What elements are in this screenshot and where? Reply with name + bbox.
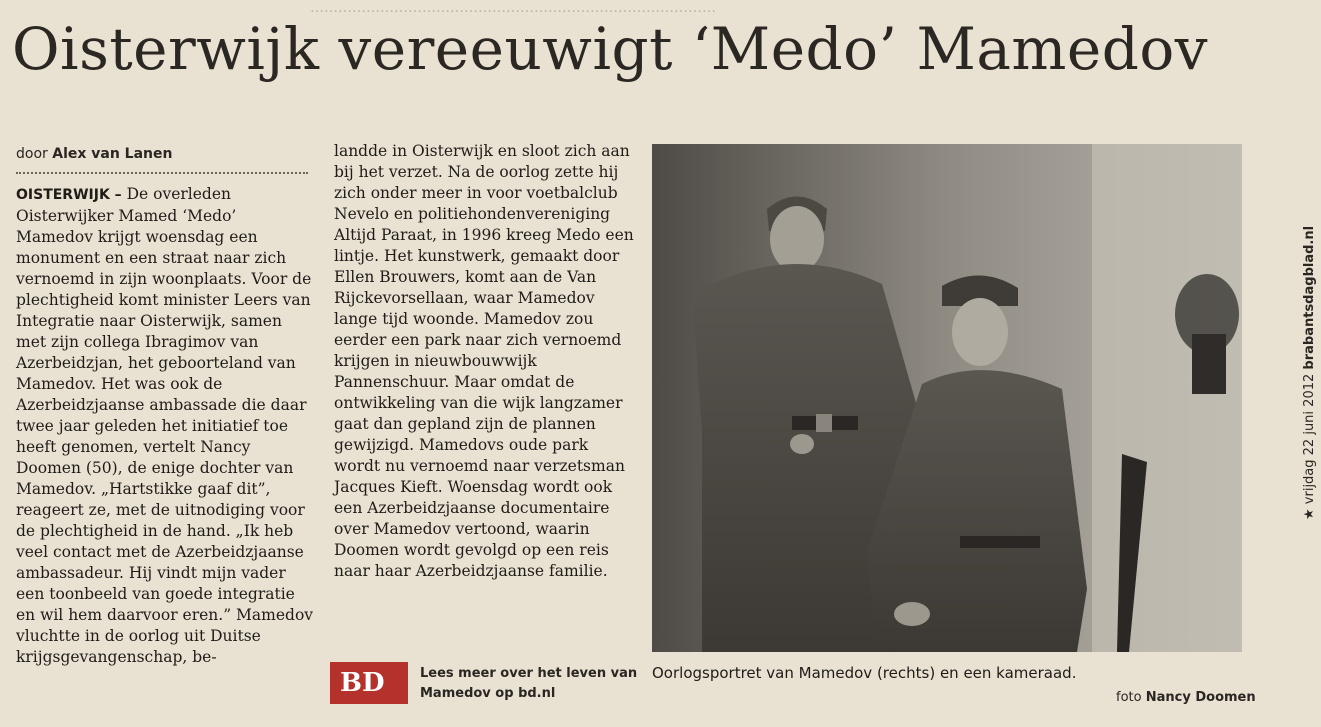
promo-link[interactable]	[420, 664, 650, 704]
sidebar-dateline	[1302, 226, 1317, 520]
bd-logo-text: BD	[340, 668, 385, 698]
byline-divider	[16, 172, 308, 174]
article-column-2	[334, 141, 639, 582]
article-column-1	[16, 184, 316, 668]
byline-prefix: door	[16, 146, 48, 162]
sidebar-date: vrijdag 22 juni 2012	[1302, 373, 1317, 505]
photo-caption: Oorlogsportret van Mamedov (rechts) en een kameraad.	[652, 664, 1077, 682]
promo-line-1: Lees meer over het leven van	[420, 666, 638, 681]
column2-text: landde in Oisterwijk en sloot zich aan bij het verzet. Na de oorlog zette hij zich onder meer in voor voetbalclub Nevelo en politiehondenvereniging Altijd Paraat, in 1996 kreeg Medo een lintje. Het kunstwerk, gemaakt door Ellen Brouwers, komt aan de Van Rijckevorsellaan, waar Mamedov lange tijd woonde. Mamedov zou eerder een park naar zich vernoemd krijgen in nieuwbouwwijk Pannenschuur. Maar omdat de ontwikkeling van die wijk langzamer gaat dan gepland zijn de plannen gewijzigd. Mamedovs oude park wordt nu vernoemd naar verzetsman Jacques Kieft. Woensdag wordt ook een Azerbeidzjaanse documentaire over Mamedov vertoond, waarin Doomen wordt gevolgd op een reis naar haar Azerbeidzjaanse familie.	[334, 142, 634, 580]
promo-line-2: Mamedov op bd.nl	[420, 686, 556, 701]
bd-logo	[330, 662, 408, 704]
sidebar-star-icon: ★	[1302, 508, 1317, 520]
credit-prefix: foto	[1116, 690, 1142, 705]
column1-text: De overleden Oisterwijker Mamed ‘Medo’ Mamedov krijgt woensdag een monument en een straat naar zich vernoemd in zijn woonplaats. Voor de plechtigheid komt minister Leers van Integratie naar Oisterwijk, samen met zijn collega Ibragimov van Azerbeidzjan, het geboorteland van Mamedov. Het was ook de Azerbeidzjaanse ambassade die daar twee jaar geleden het initiatief toe heeft genomen, vertelt Nancy Doomen (50), de enige dochter van Mamedov. „Hartstikke gaaf dit”, reageert ze, met de uitnodiging voor de plechtigheid in de hand. „Ik heb veel contact met de Azerbeidzjaanse ambassadeur. Hij vindt mijn vader een toonbeeld van goede integratie en wil hem daarvoor eren.” Mamedov vluchtte in de oorlog uit Duitse krijgsgevangenschap, be-	[16, 185, 314, 666]
photo-credit	[1116, 690, 1256, 705]
war-portrait-photo	[652, 144, 1242, 652]
byline	[16, 146, 172, 162]
credit-name: Nancy Doomen	[1145, 690, 1256, 705]
headline: Oisterwijk vereeuwigt ‘Medo’ Mamedov	[12, 15, 1209, 83]
portrait-illustration	[652, 144, 1242, 652]
sidebar-paper: brabantsdagblad.nl	[1302, 225, 1317, 370]
bleed-top: ……………………………………………………………………………	[310, 0, 716, 12]
dateline: OISTERWIJK –	[16, 187, 122, 203]
byline-author: Alex van Lanen	[52, 146, 173, 162]
